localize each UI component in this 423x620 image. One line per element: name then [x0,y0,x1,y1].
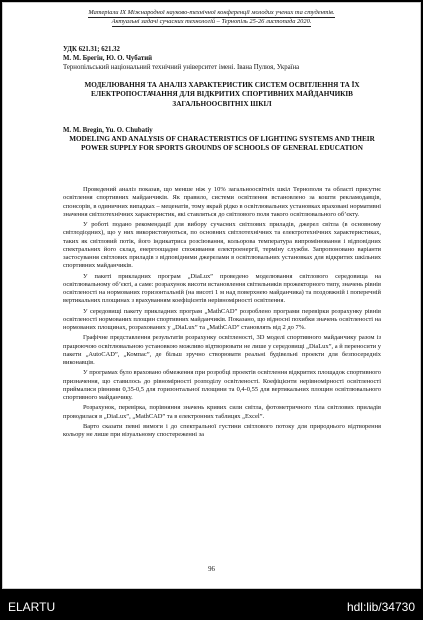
header-line-2: Актуальні задачі сучасних технологій – Тернопіль 25-26 листопада 2020. [111,18,312,25]
document-page [2,2,421,589]
running-header [3,9,420,27]
paragraph: Розрахунок, перевірка, порівняння значень кривих сили світла, фотометричного тіла світлових приладів проводилася в „DiaLux”, „MathCAD” та в електронних таблицях „Excel”. [63,404,381,420]
authors-ukrainian: М. М. Брегін, Ю. О. Чубатий [63,55,153,62]
paragraph: У середовищі пакету прикладних програм „MathCAD” розроблено програми перевірки розрахунку рівнів освітленості нормованих площин спортивних майданчиків. Показано, що відносні похибки значень освітленості на нормованих площинах, розрахованих у „DiaLux” та „MathCAD” становлять від 2 до 7%. [63,307,381,331]
authors-english: M. M. Bregin, Yu. O. Chubatiy [63,127,153,134]
title-english: MODELING AND ANALYSIS OF CHARACTERISTICS OF LIGHTING SYSTEMS AND THEIR POWER SUPPLY FOR SPORTS GROUNDS OF SCHOOLS OF GENERAL EDUCATION [69,135,375,153]
header-line-1: Матеріали ІХ Міжнародної науково-технічної конференції молодих учених та студентів. [88,9,335,16]
paragraph: У пакеті прикладних програм „DiaLux” проведено моделювання світлового середовища на освітлювальному об’єкті, а саме: розрахунок висоти встановлення світильників прожекторного типу, значень рівнів освітленості на нормованих горизонтальній (на висоті 1 м над поверхнею майданчика) та поздовжній і поперечній вертикальних площинах з врахуванням коефіцієнтів нерівномірності освітлення. [63,272,381,305]
affiliation: Тернопільський національний технічний університет імені. Івана Пулюя, Україна [63,64,300,71]
paragraph: У програмах було враховано обмеження при розробці проектів освітлення відкритих площадок спортивного призначення, що ставилось до рівномірності розподілу освітленості. Коефіцієнти нерівномірності освітленості приймалися рівними 0,35-0,5 для горизонтальної площини та 0,4-0,55 для вертикальних площин освітлювального спортивного майданчику. [63,369,381,401]
repository-name: ELARTU [8,600,56,614]
paragraph: Варто сказати певні вимоги і до спектральної густини світлового потоку для природнього відтворення кольору не лише при візуальному спостереженні за [63,422,381,438]
footer-bar [0,594,423,620]
udc-code: УДК 621.31; 621.32 [63,46,120,53]
page-number: 96 [208,566,215,573]
body-text [63,186,381,441]
handle-identifier: hdl:lib/34730 [346,600,415,614]
paragraph: Графічне представлення результатів розрахунку освітленості, 3D моделі спортивного майданчику разом із працюючою освітлювальною установкою можливо відтворювати не лише у середовищі „DiaLux”, а й переносити у пакети „AutoCAD”, „Компас”, де більш зручно створювати реальні будівельні проекти для безпосередніх виконавців. [63,334,381,366]
paragraph: Проведений аналіз показав, що менше ніж у 10% загальноосвітніх шкіл Тернополя та області присутнє освітлення спортивних майданчиків. Як правило, системи освітлення встановлено за кошти рекламодавців, спонсорів, в одиничних випадках – меценатів, тому якрай рідко в освітлювальних установках враховані нормативні значення світлотехнічних характеристик, які ставляться до світлового поля такого освітлювального об’єкту. [63,186,381,218]
title-ukrainian: МОДЕЛЮВАННЯ ТА АНАЛІЗ ХАРАКТЕРИСТИК СИСТЕМ ОСВІТЛЕННЯ ТА ЇХ ЕЛЕКТРОПОСТАЧАННЯ ДЛЯ ВІДКРИТИХ СПОРТИВНИХ МАЙДАНЧИКІВ ЗАГАЛЬНООСВІТНІХ ШКІЛ [84,81,360,108]
paragraph: У роботі подано рекомендації для вибору сучасних світлових приладів, джерел світла (в основному світлодіодних), що у них використовуються, по основних світлотехнічних та електротехнічних характеристиках, таких як світловий потік, його індикатриса розсіювання, кольорова температура випромінювання і відповідних спектральних його склад, енергоощадне споживання електроенергії, терміну служби. Запропоновано варіанти застосування світлових приладів з відповідними джерелами в освітлювальних установках для відкритих шкільних спортивних майданчиків. [63,221,381,270]
